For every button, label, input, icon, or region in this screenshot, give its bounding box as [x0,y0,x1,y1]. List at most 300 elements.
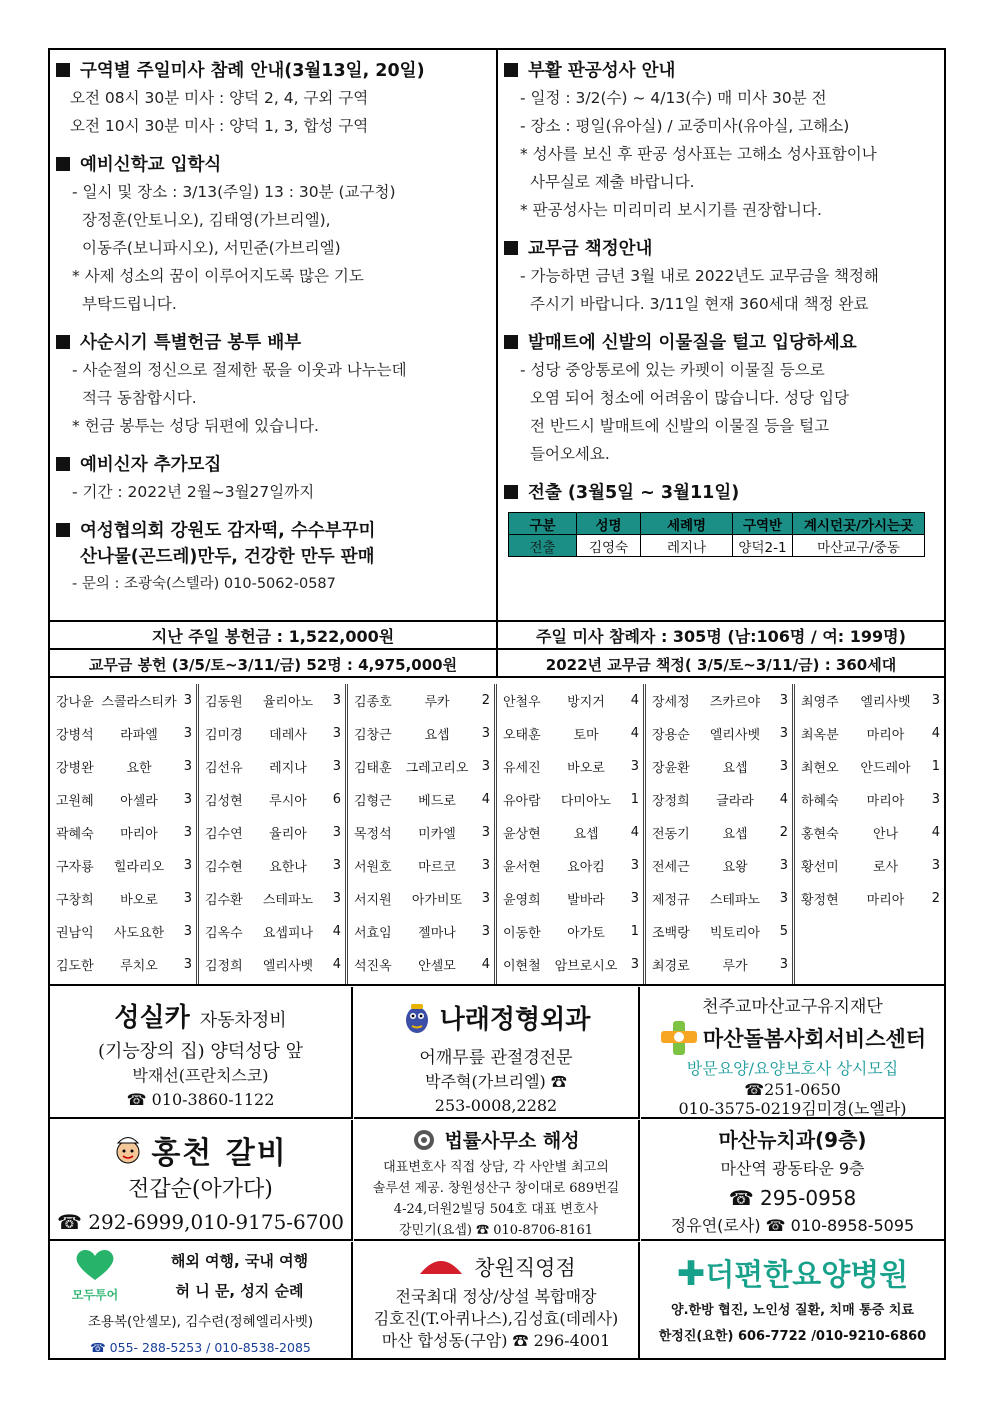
donor-name: 오태훈 [503,728,541,743]
donor-name: 이현철 [503,959,541,974]
list-item [652,816,788,849]
nepa-logo-icon [416,1252,466,1282]
ad-phone: ☎251-0650 [744,1080,841,1099]
notice-line: - 일정 : 3/2(수) ~ 4/13(수) 매 미사 30분 전 [520,89,827,107]
list-item [205,882,341,915]
notice-line: 부탁드립니다. [82,295,177,313]
donor-count: 3 [481,726,490,741]
donor-name: 윤상현 [503,827,541,842]
donor-count: 4 [931,726,940,741]
baptismal-name: 안나 [872,827,899,842]
donor-column [199,684,348,984]
ad-header [641,1019,944,1057]
donor-count: 3 [183,957,192,972]
mass-attendance: 주일 미사 참례자 : 305명 (남:106명 / 여: 199명) [536,626,906,646]
donor-column [348,684,497,984]
donor-count: 3 [183,858,192,873]
baptismal-name: 글라라 [716,794,754,809]
notice-line: - 가능하면 금년 3월 내로 2022년도 교무금을 책정해 [520,267,879,285]
notice-line: - 성당 중앙통로에 있는 카펫이 이물질 등으로 [520,361,825,379]
donor-name: 김수연 [205,827,243,842]
section-title: 교무금 책정안내 [504,236,938,262]
donor-name: 전동기 [652,827,690,842]
offering-total: 지난 주일 봉헌금 : 1,522,000원 [50,622,498,648]
table-cell: 마산교구/중동 [793,535,925,557]
donor-count: 1 [630,924,639,939]
ad-header [354,1252,638,1282]
donor-name: 김도한 [56,959,94,974]
list-item [801,783,940,816]
ad-title: 성실카 자동차정비 [114,1003,287,1033]
baptismal-name: 미카엘 [418,827,456,842]
section-title: 여성협의회 강원도 감자떡, 수수부꾸미 산나물(곤드레)만두, 건강한 만두 판매 [56,518,490,570]
donor-name: 윤서현 [503,860,541,875]
donor-count: 4 [481,957,490,972]
list-item [652,783,788,816]
baptismal-name: 마르코 [418,860,456,875]
list-item [652,684,788,717]
ad-phone: ☎ 295-0958 [728,1186,857,1210]
notices-area [50,50,944,622]
list-item [503,750,639,783]
donor-count: 4 [630,825,639,840]
baptismal-name: 엘리사벳 [709,728,761,743]
care-logo-icon [659,1019,699,1057]
donor-name: 안철우 [503,695,541,710]
ad-hongcheon-galbi [50,1120,353,1241]
donor-name: 황정현 [801,893,839,908]
baptismal-name: 엘리사벳 [262,959,314,974]
ad-line: 전갑순(아가다) [128,1177,273,1202]
donor-count: 3 [183,792,192,807]
donor-count: 3 [332,825,341,840]
notice-line: 이동주(보니파시오), 서민준(가브리엘) [82,239,341,257]
ad-deopyeonhan-hospital [641,1242,944,1360]
list-item [652,849,788,882]
square-bullet-icon [504,485,518,499]
donor-count: 6 [332,792,341,807]
donor-name: 최경로 [652,959,690,974]
list-item [205,717,341,750]
table-header-cell: 세례명 [641,513,733,535]
donor-name: 김태훈 [354,761,392,776]
baptismal-name: 즈카르야 [709,695,761,710]
ad-phone: 010-3575-0219김미경(노엘라) [678,1099,907,1118]
ad-phone: 253-0008,2282 [434,1096,558,1115]
baptismal-name: 발바라 [567,893,605,908]
ad-title: 법률사무소 해성 [444,1130,580,1152]
donor-name: 홍현숙 [801,827,839,842]
baptismal-name: 아가비또 [411,893,463,908]
donor-name: 김수환 [205,893,243,908]
baptismal-name: 엘리사벳 [860,695,911,710]
donor-name: 강병완 [56,761,94,776]
ad-modu-tour [50,1242,353,1360]
list-item [56,816,192,849]
baptismal-name: 힐라리오 [113,860,165,875]
baptismal-name: 라파엘 [120,728,158,743]
baptismal-name: 데레사 [269,728,307,743]
donor-name: 목정석 [354,827,392,842]
baptismal-name: 안셀모 [418,959,456,974]
donor-name: 이동한 [503,926,541,941]
table-cell: 김영숙 [577,535,641,557]
donor-count: 3 [779,693,788,708]
ad-nepa-changwon [354,1242,640,1360]
donor-count: 1 [630,792,639,807]
section-title: 구역별 주일미사 참례 안내(3월13일, 20일) [56,58,490,84]
baptismal-name: 요셉피나 [262,926,314,941]
baptismal-name: 암브로시오 [554,959,618,974]
donor-count: 3 [779,759,788,774]
list-item [503,948,639,981]
baptismal-name: 요한 [126,761,152,776]
notice-line: 주시기 바랍니다. 3/11일 현재 360세대 책정 완료 [530,295,869,313]
baptismal-name: 율리아노 [262,695,314,710]
donor-name: 김종호 [354,695,392,710]
baptismal-name: 요왕 [722,860,748,875]
donor-count: 3 [332,693,341,708]
donor-count: 4 [481,792,490,807]
donor-count: 4 [630,726,639,741]
section-title: 부활 판공성사 안내 [504,58,938,84]
donor-name: 김선유 [205,761,243,776]
list-item [801,750,940,783]
donor-count: 3 [481,858,490,873]
donor-name: 전세근 [652,860,690,875]
list-item [354,882,490,915]
notice-line: 오전 08시 30분 미사 : 양덕 2, 4, 구외 구역 [70,89,369,107]
list-item [56,882,192,915]
donor-count: 4 [779,792,788,807]
donor-name: 김미경 [205,728,243,743]
ad-line: 천주교마산교구유지재단 [702,997,883,1017]
square-bullet-icon [56,523,70,537]
table-header-cell: 구분 [509,513,577,535]
donor-name: 제정규 [652,893,690,908]
donor-name: 김동원 [205,695,243,710]
donor-count: 2 [931,891,940,906]
ad-phone: ☎ 292-6999,010-9175-6700 [57,1210,344,1234]
donor-name: 장용순 [652,728,690,743]
baptismal-name: 바오로 [567,761,605,776]
ad-title: 마산돌봄사회서비스센터 [702,1026,927,1051]
ad-title: 창원직영점 [474,1256,576,1280]
donor-count: 3 [931,792,940,807]
donor-count: 3 [779,891,788,906]
donor-name: 서효임 [354,926,392,941]
notice-line: - 문의 : 조광숙(스텔라) 010-5062-0587 [72,576,336,592]
donor-count: 3 [630,891,639,906]
donor-name: 김형근 [354,794,392,809]
transfer-table [508,512,925,557]
notice-line: 오염 되어 청소에 어려움이 많습니다. 성당 입당 [530,389,849,407]
ad-line: 어깨무릎 관절경전문 [419,1048,573,1068]
notice-line: 사무실로 제출 바랍니다. [530,173,695,191]
list-item [56,849,192,882]
list-item [205,948,341,981]
ad-haeseong-law [354,1120,640,1241]
donor-column [646,684,795,984]
table-cell: 양덕2-1 [733,535,793,557]
donor-count: 3 [183,726,192,741]
chef-icon [113,1134,143,1166]
donor-name: 유아람 [503,794,541,809]
baptismal-name: 마리아 [866,794,905,809]
section-title: 예비신학교 입학식 [56,152,490,178]
ad-masan-care-center [641,987,944,1119]
donor-count: 1 [931,759,940,774]
list-item [652,882,788,915]
square-bullet-icon [56,157,70,171]
table-header-cell: 계시던곳/가시는곳 [793,513,925,535]
list-item [652,915,788,948]
list-item [503,684,639,717]
ad-narae-orthopedics [354,987,640,1119]
donor-name: 윤영희 [503,893,541,908]
donor-name: 최옥분 [801,728,839,743]
donor-count: 3 [630,957,639,972]
donor-name: 장윤환 [652,761,690,776]
baptismal-name: 레지나 [269,761,307,776]
donor-count: 4 [332,957,341,972]
ad-line: (기능장의 집) 양덕성당 앞 [97,1041,304,1062]
list-item [801,717,940,750]
ad-phone: ☎ 055- 288-5253 / 010-8538-2085 [90,1340,311,1355]
table-header-row [509,513,925,535]
notice-line: 오전 10시 30분 미사 : 양덕 1, 3, 합성 구역 [70,117,369,135]
list-item [503,882,639,915]
notice-line: 적극 동참합시다. [82,389,197,407]
table-header-cell: 성명 [577,513,641,535]
baptismal-name: 사도요한 [113,926,165,941]
baptismal-name: 요아킴 [567,860,605,875]
donor-count: 3 [630,858,639,873]
ad-header [50,1128,351,1172]
list-item [56,948,192,981]
list-item [205,915,341,948]
offering-summary [50,622,944,678]
baptismal-name: 빅토리아 [709,926,761,941]
donor-count: 3 [779,858,788,873]
baptismal-name: 율리아 [269,827,307,842]
notice-line: 들어오세요. [530,445,610,463]
notice-line: - 사순절의 정신으로 절제한 몫을 이웃과 나누는데 [72,361,407,379]
notice-line: * 판공성사는 미리미리 보시기를 권장합니다. [520,201,822,219]
section-title: 예비신자 추가모집 [56,452,490,478]
donor-name: 곽혜숙 [56,827,94,842]
ad-title: 나래정형외과 [439,1005,591,1035]
baptismal-name: 스테파노 [262,893,314,908]
list-item [56,717,192,750]
ad-line: 대표변호사 직접 상담, 각 사안별 최고의 [383,1160,609,1175]
donor-count: 4 [630,693,639,708]
donor-count: 3 [332,726,341,741]
notice-line: - 장소 : 평일(유아실) / 교중미사(유아실, 고해소) [520,117,850,135]
donor-name: 고원혜 [56,794,94,809]
donor-name: 황선미 [801,860,839,875]
list-item [801,816,940,849]
donor-name: 장정희 [652,794,690,809]
square-bullet-icon [504,63,518,77]
donor-count: 3 [931,858,940,873]
list-item [354,948,490,981]
donor-count: 3 [481,759,490,774]
baptismal-name: 아셀라 [120,794,158,809]
donor-count: 3 [183,924,192,939]
tithe-paid: 교무금 봉헌 (3/5/토~3/11/금) 52명 : 4,975,000원 [50,650,498,678]
summary-row [50,650,944,678]
notice-line: 전 반드시 발매트에 신발의 이물질 등을 털고 [530,417,830,435]
donor-name: 김수현 [205,860,243,875]
baptismal-name: 토마 [573,728,599,743]
donor-name: 권남익 [56,926,94,941]
baptismal-name: 요한나 [269,860,307,875]
baptismal-name: 그레고리오 [405,761,469,776]
donor-column [795,684,944,984]
baptismal-name: 로사 [872,860,899,875]
donor-column [497,684,646,984]
law-logo-icon [412,1128,436,1152]
notice-line: * 성사를 보신 후 판공 성사표는 고해소 성사표함이나 [520,145,877,163]
list-item [56,750,192,783]
donor-count: 3 [183,825,192,840]
list-item [652,717,788,750]
baptismal-name: 베드로 [418,794,456,809]
tithe-set: 2022년 교무금 책정( 3/5/토~3/11/금) : 360세대 [545,655,897,674]
donor-count: 3 [332,858,341,873]
list-item [652,750,788,783]
baptismal-name: 루가 [722,959,748,974]
list-item [503,915,639,948]
notice-line: * 헌금 봉투는 성당 뒤편에 있습니다. [72,417,319,435]
list-item [801,684,940,717]
list-item [503,717,639,750]
square-bullet-icon [56,457,70,471]
donor-count: 3 [779,726,788,741]
ad-line: 마산역 광동타운 9층 [720,1159,865,1178]
baptismal-name: 루카 [424,695,450,710]
donor-count: 4 [931,825,940,840]
baptismal-name: 아가토 [567,926,605,941]
square-bullet-icon [56,63,70,77]
baptismal-name: 스콜라스티카 [101,695,177,710]
table-cell: 레지나 [641,535,733,557]
list-item [503,849,639,882]
list-item [354,783,490,816]
donor-name: 김성현 [205,794,243,809]
ad-seongsil-car [50,987,353,1119]
list-item [56,915,192,948]
donor-count: 3 [481,891,490,906]
baptismal-name: 마리아 [120,827,158,842]
donor-name: 김창근 [354,728,392,743]
table-row [509,535,925,557]
notice-line: - 일시 및 장소 : 3/13(주일) 13 : 30분 (교구청) [72,183,396,201]
table-header-cell: 구역반 [733,513,793,535]
list-item [205,783,341,816]
baptismal-name: 루치오 [120,959,158,974]
donor-name: 서지원 [354,893,392,908]
donor-count: 3 [332,759,341,774]
ad-line: 방문요양/요양보호사 상시모집 [686,1059,899,1078]
list-item [503,816,639,849]
donor-count: 3 [779,957,788,972]
summary-row [50,622,944,650]
ad-header [354,1126,638,1153]
advertisements [50,987,944,1360]
donor-name: 김정희 [205,959,243,974]
ad-header [354,999,638,1036]
list-item [503,783,639,816]
square-bullet-icon [56,335,70,349]
donor-count: 3 [183,759,192,774]
ad-line: 4-24,더원2빌딩 504호 대표 변호사 [393,1202,599,1217]
donor-name: 구자룡 [56,860,94,875]
list-item [56,783,192,816]
ad-header [62,1248,351,1303]
donor-name: 최영주 [801,695,839,710]
donor-name: 조백랑 [652,926,690,941]
list-item [354,849,490,882]
donor-count: 3 [931,693,940,708]
ad-line: 조용복(안셀모), 김수련(정혜엘리사벳) [87,1314,314,1330]
tour-text: 해외 여행, 국내 여행 허 니 문, 성지 순례 [170,1251,309,1300]
baptismal-name: 젤마나 [418,926,456,941]
list-item [354,684,490,717]
donor-count: 3 [481,825,490,840]
notices-left-column [50,50,498,620]
baptismal-name: 마리아 [866,728,905,743]
ad-title: 홍천 갈비 [151,1136,288,1171]
ad-line: 양.한방 협진, 노인성 질환, 치매 통증 치료 [671,1303,914,1318]
list-item [801,849,940,882]
ad-line: 정유연(로사) ☎ 010-8958-5095 [670,1216,915,1235]
donor-count: 4 [332,924,341,939]
ad-phone: 강민기(요셉) ☎ 010-8706-8161 [399,1223,593,1238]
baptismal-name: 마리아 [866,893,905,908]
donor-count: 3 [183,891,192,906]
baptismal-name: 요셉 [722,761,748,776]
heart-logo-icon [74,1248,116,1282]
ad-phone: 마산 합성동(구암) ☎ 296-4001 [381,1331,611,1350]
donor-count: 3 [630,759,639,774]
list-item [354,750,490,783]
list-item [205,684,341,717]
bulletin-page [48,48,946,1360]
baptismal-name: 요셉 [424,728,450,743]
ad-title: 마산뉴치과(9층) [718,1128,867,1152]
baptismal-name: 스테파노 [709,893,761,908]
donor-name: 김옥수 [205,926,243,941]
donor-name: 최현오 [801,761,839,776]
list-item [354,816,490,849]
donor-count: 5 [779,924,788,939]
donor-count: 3 [481,924,490,939]
baptismal-name: 다미아노 [560,794,612,809]
baptismal-name: 안드레아 [860,761,911,776]
ad-line: 솔루션 제공. 창원성산구 창이대로 689번길 [372,1181,620,1196]
list-item [205,849,341,882]
baptismal-name: 방지거 [567,695,605,710]
list-item [205,816,341,849]
square-bullet-icon [504,241,518,255]
notices-right-column [498,50,944,620]
list-item [205,750,341,783]
ad-phone: ☎ 010-3860-1122 [126,1090,275,1109]
list-item [354,915,490,948]
donor-name: 강병석 [56,728,94,743]
